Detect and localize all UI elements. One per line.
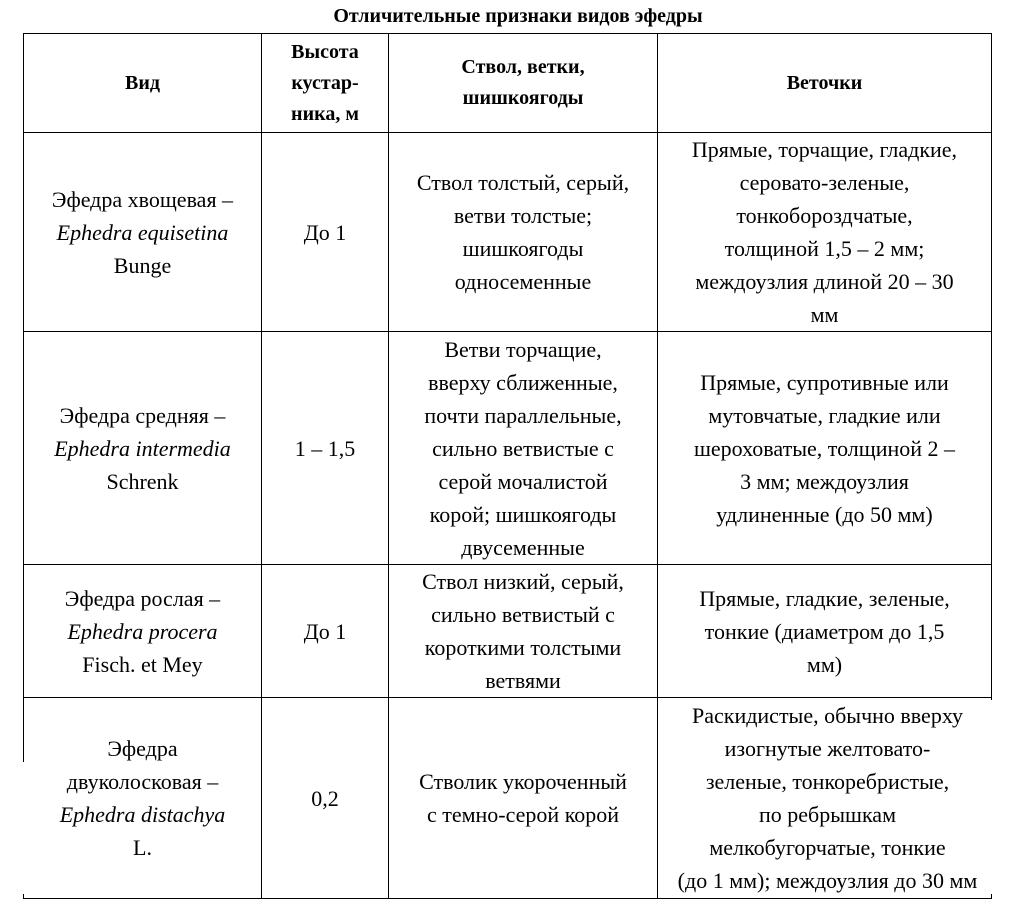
trunk-line: Ствол толстый, серый, [416,170,630,195]
trunk-cell [389,332,658,565]
species-author: Fisch. et Mey [82,651,203,677]
twigs-line: зеленые, тонкоребристые, [705,769,950,794]
species-table [23,33,992,899]
table-row [24,698,992,899]
trunk-line: шишкоягоды [462,236,584,261]
trunk-line: Ствол низкий, серый, [422,569,624,594]
species-latin: Ephedra equisetina [56,219,229,245]
twigs-line: междоузлия длиной 20 – 30 [695,269,954,294]
trunk-cell [389,133,658,332]
page-edge-mask [990,700,1036,894]
height-value: 0,2 [311,785,339,811]
trunk-line: ветвями [485,668,561,693]
trunk-line: односеменные [454,269,592,294]
species-name: Эфедра хвощевая – [51,186,234,212]
twigs-line: толщиной 1,5 – 2 мм; [724,236,925,261]
trunk-line: Ветви торчащие, [444,336,602,362]
trunk-line: с темно-серой корой [426,802,620,827]
twigs-cell [658,133,992,332]
species-latin: Ephedra distachya [59,802,226,827]
twigs-line: удлиненные (до 50 мм) [716,501,933,527]
twigs-line: Прямые, торчащие, гладкие, [691,137,958,162]
header-height [262,34,389,133]
trunk-cell [389,698,658,899]
twigs-line: мм [810,302,839,327]
species-cell [24,565,262,698]
header-trunk-line: шишкоягоды [462,87,584,109]
twigs-cell [658,698,992,899]
header-twigs: Веточки [658,34,992,133]
species-latin: Ephedra intermedia [54,435,231,461]
height-cell [262,698,389,899]
header-species: Вид [24,34,262,133]
table-row [24,133,992,332]
species-author: L. [133,835,152,860]
twigs-line: серовато-зеленые, [739,170,910,195]
species-author: Bunge [113,252,172,278]
species-latin: Ephedra procera [67,618,218,644]
twigs-line: по ребрышкам [759,802,896,827]
species-cell [24,133,262,332]
trunk-line: сильно ветвистые с [432,435,614,461]
twigs-line: изогнутые желтовато- [724,736,931,761]
species-name: Эфедра средняя – [59,402,226,428]
trunk-line: Стволик укороченный [419,769,627,794]
table-row [24,565,992,698]
trunk-cell [389,565,658,698]
species-author: Schrenk [106,468,179,494]
twigs-line: (до 1 мм); междоузлия до 30 мм [677,868,978,893]
header-trunk-line: Ствол, ветки, [461,56,585,78]
twigs-cell [658,332,992,565]
trunk-line: сильно ветвистый с [431,602,615,627]
species-name: Эфедра [107,736,178,761]
trunk-line: ветви толстые; [453,203,593,228]
twigs-line: Раскидистые, обычно вверху [691,703,963,728]
trunk-line: серой мочалистой [438,468,608,494]
header-trunk [389,34,658,133]
table-title: Отличительные признаки видов эфедры [333,5,703,27]
trunk-line: двусеменные [461,534,585,560]
species-cell [24,332,262,565]
header-height-line: Высота [291,40,359,63]
twigs-line: Прямые, гладкие, зеленые, [699,585,950,611]
trunk-line: корой; шишкоягоды [429,501,617,527]
twigs-line: тонкие (диаметром до 1,5 [704,618,945,644]
species-name: Эфедра рослая – [64,585,221,611]
twigs-cell [658,565,992,698]
height-cell: До 1 [262,133,389,332]
species-cell [24,698,262,899]
twigs-line: шероховатые, толщиной 2 – [693,435,956,461]
header-height-line: ника, м [291,102,359,125]
twigs-line: тонкобороздчатые, [736,203,913,228]
trunk-line: вверху сближенные, [428,369,618,395]
twigs-line: Прямые, супротивные или [700,369,949,395]
species-name: двуколосковая – [66,769,219,794]
twigs-line: мутовчатые, гладкие или [708,402,941,428]
height-cell: До 1 [262,565,389,698]
height-cell: 1 – 1,5 [262,332,389,565]
twigs-line: мелкобугорчатые, тонкие [709,835,946,860]
twigs-line: 3 мм; междоузлия [740,468,909,494]
trunk-line: короткими толстыми [424,635,622,660]
trunk-line: почти параллельные, [424,402,622,428]
page-edge-mask [0,762,24,894]
table-row [24,332,992,565]
twigs-line: мм) [806,651,843,677]
header-height-line: кустар- [291,71,359,94]
header-row [24,34,992,133]
